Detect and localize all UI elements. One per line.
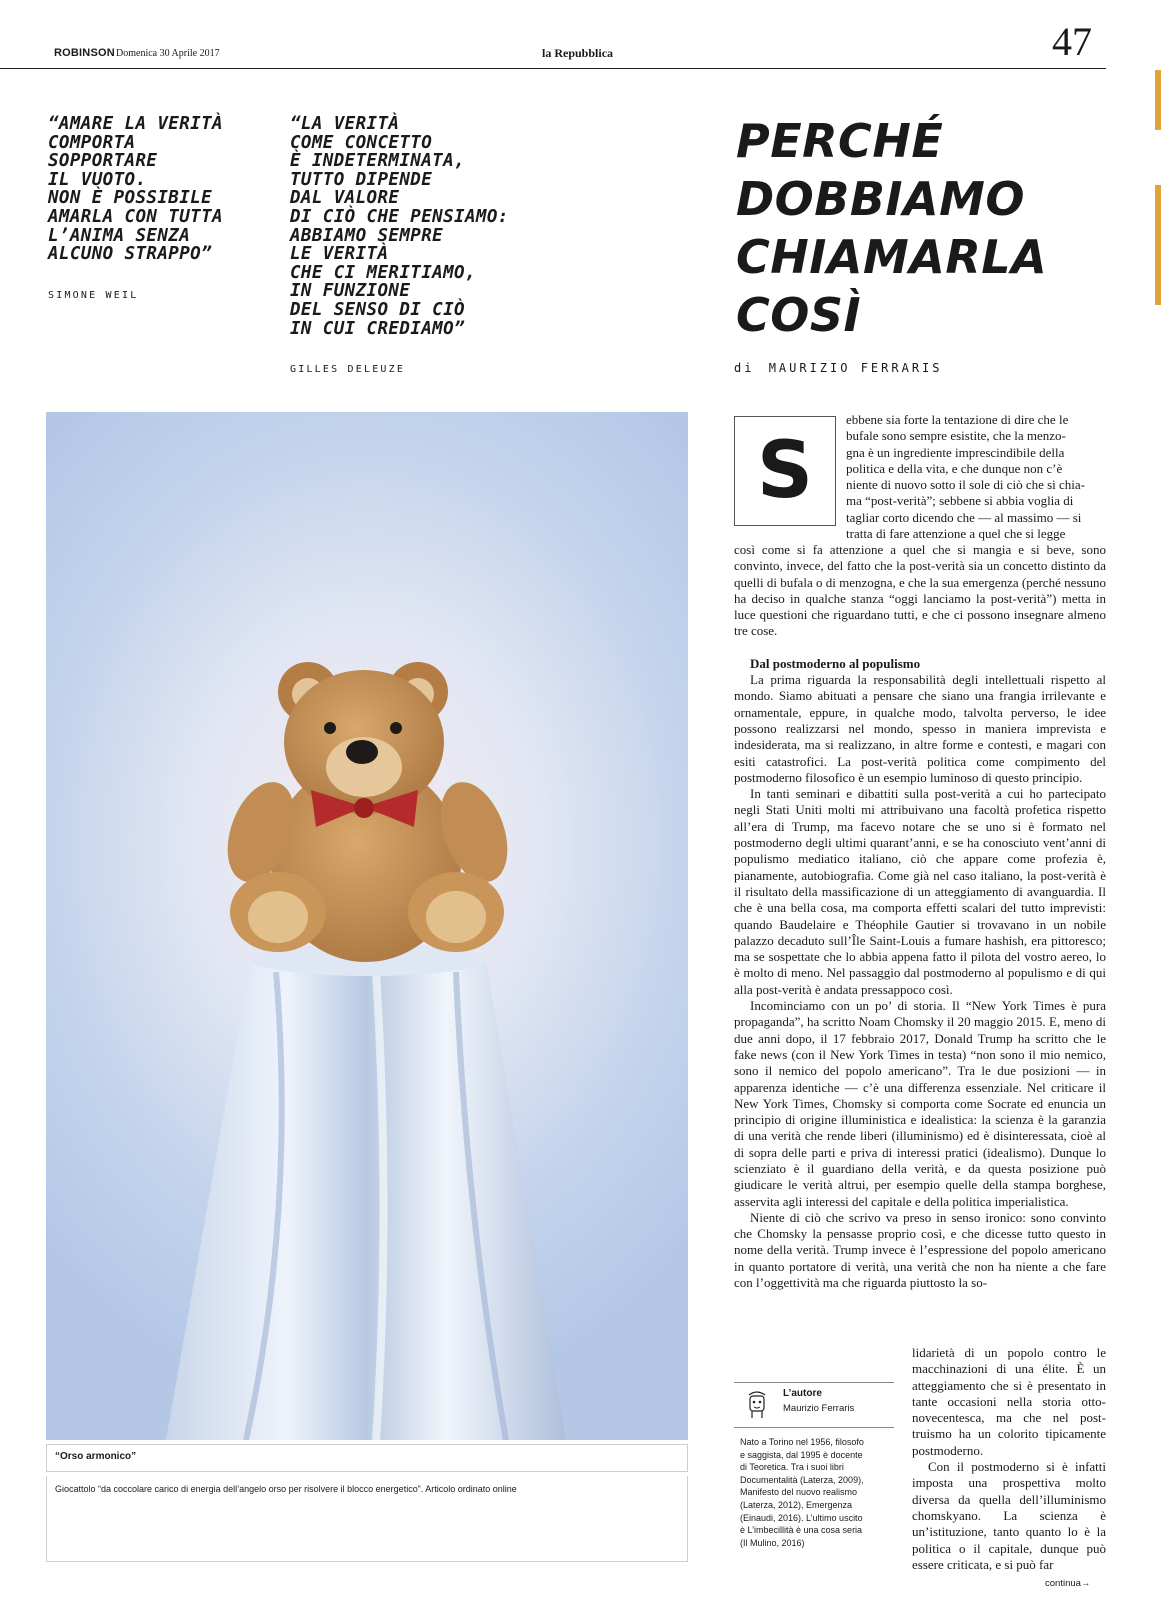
intro-line: niente di nuovo sotto il sole di ciò che si chia-	[846, 477, 1086, 493]
drop-cap: S	[756, 426, 814, 516]
drop-cap-box	[734, 416, 836, 526]
issue-date: Domenica 30 Aprile 2017	[116, 48, 220, 59]
body-paragraph-continuation: lidarietà di un popolo contro le macchinazioni di una élite. È un atteggiamento che si è presentato in tante occasioni nella storia otto-novecentesca, ma che nel post-truismo ha un colorito tipicamente postmoderno.	[912, 1345, 1106, 1458]
byline	[734, 361, 943, 375]
edge-marker-bottom	[1155, 185, 1161, 305]
article-body-narrow	[912, 1345, 1106, 1573]
page-number: 47	[1052, 19, 1092, 64]
intro-line: ma “post-verità”; sebbene si abbia voglia di	[846, 493, 1074, 509]
author-box-heading: L’autore	[783, 1388, 822, 1399]
intro-beside-dropcap	[846, 412, 1106, 542]
newspaper-name: la Repubblica	[542, 46, 614, 60]
article-body	[734, 542, 1106, 1291]
quote-weil: “AMARE LA VERITÀ COMPORTA SOPPORTARE IL VUOTO. NON È POSSIBILE AMARLA CON TUTTA L’ANIMA SENZA ALCUNO STRAPPO”	[48, 114, 223, 265]
intro-line: tratta di fare attenzione a quel che si legge	[846, 526, 1066, 542]
edge-marker-top	[1155, 70, 1161, 130]
teddy-bear-illustration	[46, 412, 688, 1440]
body-paragraph: Niente di ciò che scrivo va preso in senso ironico: sono convinto che Chomsky la pensasse proprio così, e che dicesse tutto questo in nome della verità. Trump invece è l’espressione del popolo americano in quanto portatore di verità, una verità che non ha niente a che fare con l’oggettività ma che riguarda piuttosto la so-	[734, 1209, 1106, 1291]
header-rule	[0, 68, 1106, 69]
author-bio: Nato a Torino nel 1956, filosofo e saggista, dal 1995 è docente di Teoretica. Tra i suoi libri Documentalità (Laterza, 2009), Manifesto del nuovo realismo (Laterza, 2012), Emergenza (Einaudi, 2016). L’ultimo uscito è L’imbecillità è una cosa seria (Il Mulino, 2016)	[740, 1437, 864, 1548]
byline-prefix: di	[734, 361, 755, 375]
section-name: ROBINSON	[54, 47, 115, 59]
quote-deleuze: “LA VERITÀ COME CONCETTO È INDETERMINATA, TUTTO DIPENDE DAL VALORE DI CIÒ CHE PENSIAMO: ABBIAMO SEMPRE LE VERITÀ CHE CI MERITIAMO, IN FUNZIONE DEL SENSO DI CIÒ IN CUI CREDIAMO”	[290, 114, 509, 339]
intro-line: gna è un ingrediente imprescindibile della	[846, 444, 1065, 460]
teddy-bear-photo	[46, 412, 688, 1440]
intro-line: tagliar corto dicendo che — al massimo — si	[846, 509, 1082, 525]
byline-author: MAURIZIO FERRARIS	[768, 361, 943, 375]
body-paragraph: Incominciamo con un po’ di storia. Il “New York Times è pura propaganda”, ha scritto Noam Chomsky il 20 maggio 2015. E, meno di due anni dopo, il 17 febbraio 2017, Donald Trump ha scritto che le fake news (con il New York Times in testa) “non sono il mio nemico, sono il nemico del popolo americano”. Tra le due posizioni — in apparenza identiche — c’è una differenza essenziale. Nel criticare il New York Times, Chomsky si comporta come Socrate ed enuncia un principio di origine illuministica e idealistica: la scienza è la garanzia di una verità che rende liberi (illuminismo) ed è disinteressata, cioè al di sopra delle parti e priva di interessi pratici (idealismo). Dunque lo scienziato è il guardiano della verità, e da questa posizione può giudicare le verità altrui, per esempio quelle della stampa borghese, asservita agli interessi del capitale e della politica imperialistica.	[734, 998, 1106, 1209]
quote-author-deleuze: GILLES DELEUZE	[290, 364, 406, 375]
body-paragraph: Con il postmoderno si è infatti imposta una prospettiva molto diversa da quella dell’illuminismo chomskyano. La scienza è un’istituzione, tanto quanto lo è la politica o il capitale, dunque può essere criticata, e si può far	[912, 1459, 1106, 1572]
author-portrait-icon	[744, 1389, 770, 1419]
intro-paragraph: così come si fa attenzione a quel che si mangia e si beve, sono convinto, invece, del fatto che la post-verità sia un concetto distinto da quelli di bufala o di menzogna, e che la sua emergenza (perché nessuno ha deciso in qualche stanza “oggi lanciamo la post-verità”) metta in luce questioni che riguardano tutti, e che ci possono insegnare almeno tre cose.	[734, 542, 1106, 639]
body-paragraph: La prima riguarda la responsabilità degli intellettuali rispetto al mondo. Siamo abituati a pensare che siano una frangia irrilevante e ornamentale, eppure, in qualche modo, talvolta perverso, le idee possono realizzarsi nel mondo, spesso in maniera imprevista e indesiderata, ma si realizzano, in altre forme e contesti, e magari con esiti catastrofici. La post-verità politica come compimento del postmoderno filosofico è un esempio luminoso di questo principio.	[734, 672, 1106, 785]
author-box-name: Maurizio Ferraris	[783, 1403, 855, 1414]
article-title: PERCHÉ DOBBIAMO CHIAMARLA COSÌ	[736, 114, 1048, 342]
photo-caption-title: “Orso armonico”	[55, 1451, 137, 1462]
section-subhead: Dal postmoderno al populismo	[750, 655, 921, 671]
intro-line: politica e della vita, e che dunque non c’è	[846, 460, 1063, 476]
quote-author-weil: SIMONE WEIL	[48, 290, 139, 301]
photo-caption-title-box	[46, 1444, 688, 1472]
continua-link[interactable]: continua→	[1045, 1578, 1091, 1589]
intro-line: ebbene sia forte la tentazione di dire che le	[846, 412, 1069, 427]
intro-line: bufale sono sempre esistite, che la menzo-	[846, 428, 1066, 444]
body-paragraph: In tanti seminari e dibattiti sulla post-verità a cui ho partecipato negli Stati Uniti molti mi attribuivano una facoltà profetica rispetto all’era di Trump, ma facevo notare che se uno si è formato nel postmoderno degli ultimi quarant’anni, e se ha conosciuto vent’anni di populismo mediatico italiano, ciò che appare come profezia è, pianamente, autobiografia. Come già nel caso italiano, la post-verità è il risultato della massificazione di un atteggiamento di avanguardia. Il che è una bella cosa, ma comporta effetti scalari del tutto imprevisti: quando Baudelaire e Théophile Gautier si trovavano in un nobile palazzo decaduto sull’Île Saint-Louis a fumare hashish, era pittoresco; ma se sospettate che lo abbia appena fatto il pilota del vostro aereo, lo è molto di meno. Nel passaggio dal postmoderno al populismo e di qui alla post-verità è andata pressappoco così.	[734, 786, 1106, 997]
photo-caption-text: Giocattolo “da coccolare carico di energia dell’angelo orso per risolvere il blocco energetico”. Articolo ordinato online	[46, 1476, 688, 1562]
